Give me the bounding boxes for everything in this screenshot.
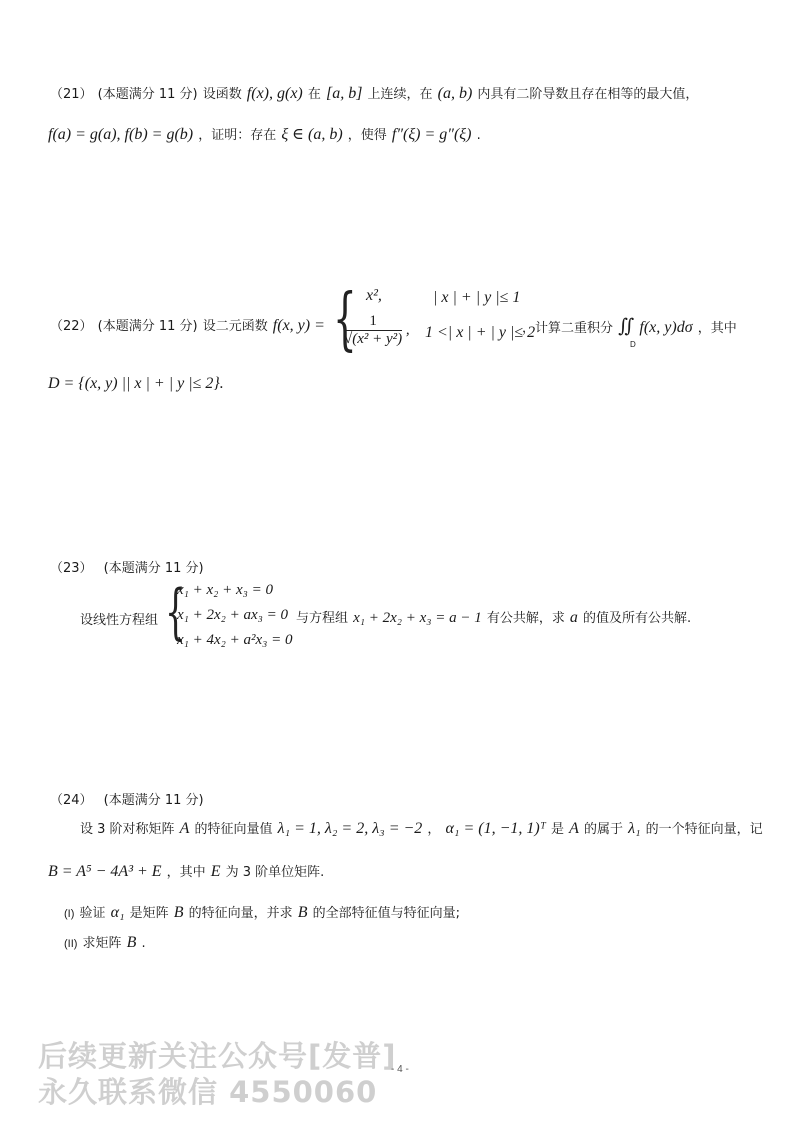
question-24-line1 xyxy=(80,818,763,838)
question-24 xyxy=(50,789,204,808)
text: 为 3 阶单位矩阵. xyxy=(225,865,325,880)
question-21-line2 xyxy=(48,124,481,144)
math: f(x, y) = xyxy=(272,317,325,334)
fraction-numerator: 1 xyxy=(344,313,402,331)
case-2-condition: 1 <| x | + | y |≤ 2 xyxy=(425,324,536,341)
question-22 xyxy=(50,315,325,335)
text: 求矩阵 xyxy=(82,936,122,951)
question-21 xyxy=(50,83,698,103)
question-number: （24） xyxy=(50,793,93,808)
math: a xyxy=(569,609,578,626)
integral-region-subscript: D xyxy=(630,340,636,349)
system-brace: { xyxy=(165,577,187,647)
text: ，其中 xyxy=(166,865,206,880)
part-label: (I) xyxy=(64,908,75,920)
question-number: （23） xyxy=(50,561,93,576)
math: α₁ = (1, −1, 1)ᵀ xyxy=(445,820,546,837)
watermark-line-1: 后续更新关注公众号[发普] xyxy=(38,1039,397,1073)
equation-1: x₁ + x₂ + x₃ = 0 xyxy=(177,582,273,598)
points-note: (本题满分 11 分) xyxy=(103,561,204,576)
text: 是 xyxy=(550,822,564,837)
math: (a, b) xyxy=(437,85,473,102)
watermark-line-2: 永久联系微信 4550060 xyxy=(38,1075,378,1109)
math: λ₁ xyxy=(628,820,641,837)
double-integral: ∬ xyxy=(618,316,635,337)
text: 的特征向量，并求 xyxy=(188,906,293,921)
comma: , xyxy=(405,321,410,338)
case-2-fraction xyxy=(344,313,410,348)
equation-3: x₁ + 4x₂ + a²x₃ = 0 xyxy=(177,632,293,648)
question-number: （22） xyxy=(50,319,93,334)
text: 的值及所有公共解. xyxy=(583,611,692,626)
math: B = A⁵ − 4A³ + E xyxy=(48,863,162,880)
points-note: (本题满分 11 分) xyxy=(103,793,204,808)
part-label: (II) xyxy=(64,938,78,950)
fraction-denominator: √(x² + y²) xyxy=(344,331,403,347)
text: 在 xyxy=(307,87,321,102)
math: f(a) = g(a), f(b) = g(b) xyxy=(48,126,194,143)
system-intro: 设线性方程组 xyxy=(80,613,159,628)
math: A xyxy=(179,820,190,837)
case-1-condition: | x | + | y |≤ 1 xyxy=(433,289,521,306)
math: B xyxy=(126,934,137,951)
question-23-tail xyxy=(296,607,691,627)
math: B xyxy=(173,904,184,921)
text: 设二元函数 xyxy=(202,319,268,334)
math: A xyxy=(569,820,579,837)
question-24-part-2 xyxy=(64,932,146,952)
question-number: （21） xyxy=(50,87,93,102)
text: 的属于 xyxy=(583,822,623,837)
math: B xyxy=(297,904,308,921)
region-definition: D = {(x, y) || x | + | y |≤ 2}. xyxy=(48,375,224,392)
text: ， xyxy=(427,822,441,837)
text: 设 3 阶对称矩阵 xyxy=(80,822,175,837)
text: 有公共解，求 xyxy=(486,611,565,626)
question-24-part-1 xyxy=(64,902,460,922)
question-23 xyxy=(50,557,204,576)
text: ，计算二重积分 xyxy=(522,321,614,336)
math: [a, b] xyxy=(325,85,363,102)
points-note: (本题满分 11 分) xyxy=(97,319,198,334)
text: ，使得 xyxy=(347,128,387,143)
math: ξ ∈ (a, b) xyxy=(281,126,343,143)
text: . xyxy=(141,936,146,951)
math: f″(ξ) = g″(ξ) xyxy=(391,126,472,143)
text: 设函数 xyxy=(202,87,242,102)
text: 是矩阵 xyxy=(129,906,169,921)
text: 内具有二阶导数且存在相等的最大值， xyxy=(477,87,699,102)
math: x₁ + 2x₂ + x₃ = a − 1 xyxy=(353,610,482,626)
case-1-value: x², xyxy=(366,287,382,304)
text: ，证明：存在 xyxy=(198,128,277,143)
points-note: (本题满分 11 分) xyxy=(97,87,198,102)
text: 的特征向量值 xyxy=(194,822,273,837)
text: ，其中 xyxy=(697,321,737,336)
question-22-tail xyxy=(522,315,737,338)
math: f(x), g(x) xyxy=(246,85,303,102)
math: α₁ xyxy=(110,904,125,921)
text: 上连续，在 xyxy=(367,87,433,102)
text: 的一个特征向量，记 xyxy=(645,822,763,837)
page-number: - 4 - xyxy=(391,1064,409,1075)
math: λ₁ = 1, λ₂ = 2, λ₃ = −2 xyxy=(277,820,423,837)
text: 与方程组 xyxy=(296,611,349,626)
question-24-line2 xyxy=(48,861,324,881)
math: f(x, y)dσ xyxy=(639,319,693,336)
text: 验证 xyxy=(79,906,106,921)
equation-2: x₁ + 2x₂ + ax₃ = 0 xyxy=(177,607,288,623)
math: E xyxy=(210,863,221,880)
text: 的全部特征值与特征向量; xyxy=(312,906,461,921)
text: . xyxy=(476,128,481,143)
left-brace: { xyxy=(333,280,357,359)
